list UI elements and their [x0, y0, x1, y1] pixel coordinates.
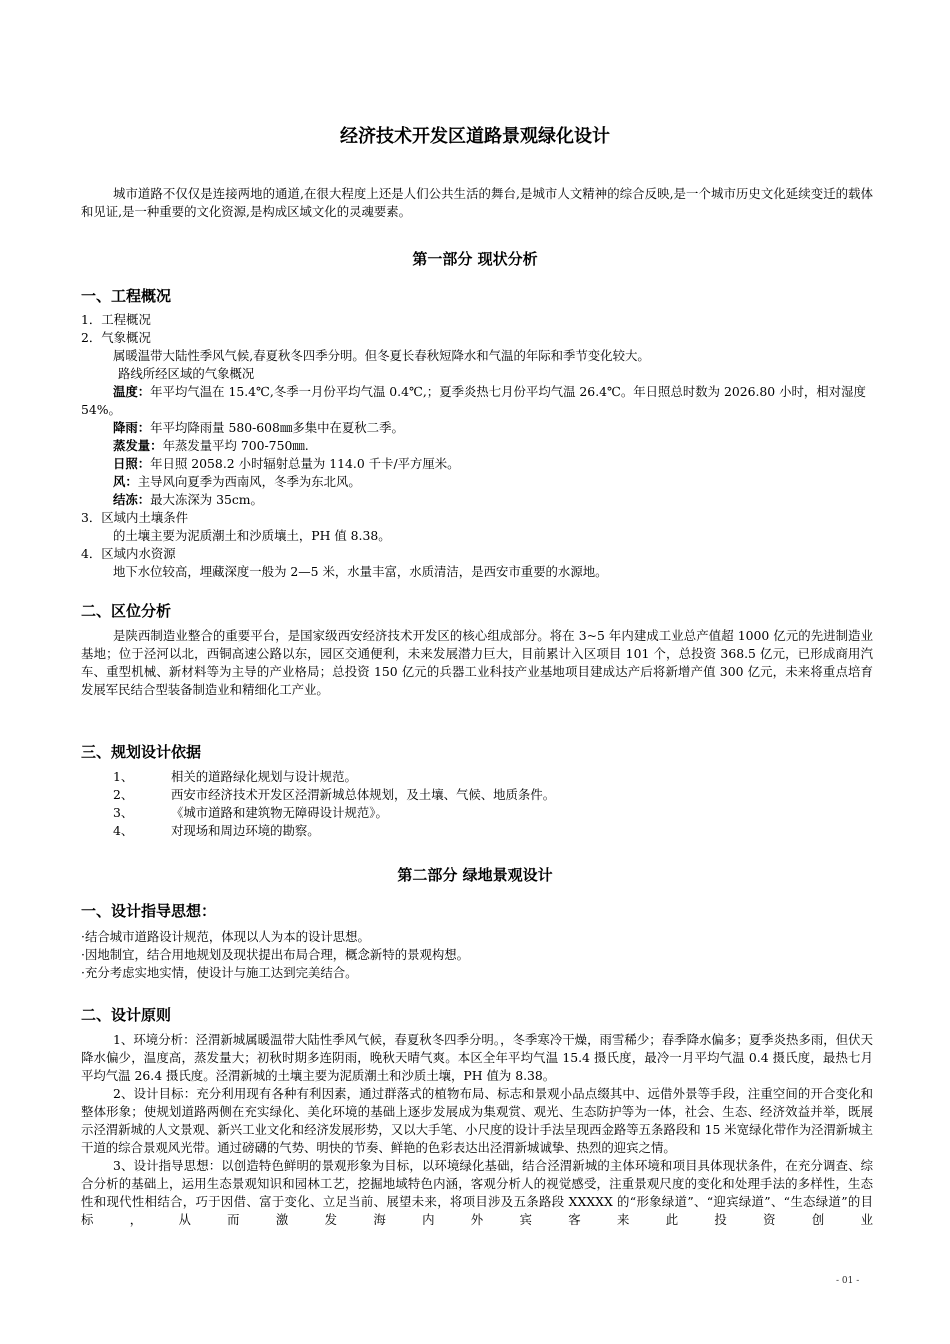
soil-text: 的土壤主要为泥质潮土和沙质壤土，PH 值 8.38。: [113, 528, 391, 543]
wind-text: 主导风向夏季为西南风，冬季为东北风。: [137, 474, 361, 489]
temperature-label: 温度：: [113, 384, 151, 399]
design-philosophy-item: ·充分考虑实地实情，使设计与施工达到完美结合。: [81, 965, 358, 980]
item-project-overview: 1．工程概况: [81, 312, 151, 327]
wind-line: [81, 473, 873, 491]
project-overview-block: [81, 311, 873, 581]
region-climate-title: 路线所经区域的气象概况: [118, 366, 255, 381]
item-water-resources: 4．区域内水资源: [81, 546, 176, 561]
temperature-line: [81, 383, 873, 419]
item-climate-overview: 2．气象概况: [81, 330, 151, 345]
frost-label: 结冻：: [113, 492, 151, 507]
design-goal-paragraph: 2、设计目标：充分利用现有各种有利因素，通过群落式的植物布局、标志和景观小品点缀其中、远借外景等手段，注重空间的开合变化和整体形象；使规划道路两侧在充实绿化、美化环境的基础上逐步发展成为集观赏、观光、生态防护等为一体，社会、生态、经济效益并举，既展示泾渭新城的人文景观、新兴工业文化和经济发展形势，又以大手笔、小尺度的设计手法呈现西金路等五条路段和 15 米宽绿化带作为泾渭新城主干道的综合景观风光带。通过磅礴的气势、明快的节奏、鲜艳的色彩表达出泾渭新城诚挚、热烈的迎宾之情。: [81, 1086, 873, 1155]
design-guiding-paragraph: 3、设计指导思想：以创造特色鲜明的景观形象为目标，以环境绿化基础，结合泾渭新城的主体环境和项目具体现状条件，在充分调查、综合分析的基础上，运用生态景观知识和园林工艺，挖掘地域特色内涵，客观分析人的视觉感受，注重景观尺度的变化和处理手法的多样性，生态性和现代性相结合，巧于因借、富于变化、立足当前、展望未来，将项目涉及五条路段 XXXXX 的“形象绿道”、“迎宾绿道”、“生态绿道”的目标，从而激发海内外宾客来此投资创业: [81, 1158, 873, 1227]
environment-analysis-paragraph: 1、环境分析：泾渭新城属暖温带大陆性季风气候，春夏秋冬四季分明。，冬季寒冷干燥，雨雪稀少；春季降水偏多；夏季炎热多雨，但伏天降水偏少，温度高，蒸发量大；初秋时期多连阴雨，晚秋天晴气爽。本区全年平均气温 15.4 摄氏度，最冷一月平均气温 0.4 摄氏度，最热七月平均气温 26.4 摄氏度。泾渭新城的土壤主要为泥质潮土和沙质土壤，PH 值为 8.38。: [81, 1032, 873, 1083]
page-number: - 01 -: [836, 1276, 860, 1286]
evaporation-text: 年蒸发量平均 700-750㎜.: [162, 438, 309, 453]
intro-paragraph: [81, 185, 873, 221]
design-philosophy-item: ·因地制宜，结合用地规划及现状提出布局合理，概念新特的景观构想。: [81, 947, 470, 962]
intro-text: 城市道路不仅仅是连接两地的通道,在很大程度上还是人们公共生活的舞台,是城市人文精神的综合反映,是一个城市历史文化延续变迁的载体和见证,是一种重要的文化资源,是构成区域文化的灵魂要素。: [81, 186, 873, 219]
sunshine-label: 日照：: [113, 456, 151, 471]
water-text: 地下水位较高，埋藏深度一般为 2—5 米，水量丰富，水质清洁，是西安市重要的水源地。: [113, 564, 608, 579]
frost-line: [81, 491, 873, 509]
planning-basis-list: [81, 768, 873, 840]
section-design-philosophy-heading: 一、设计指导思想：: [81, 902, 217, 920]
item-soil-conditions: 3．区域内土壤条件: [81, 510, 189, 525]
wind-label: 风：: [113, 474, 138, 489]
section-location-heading: 二、区位分析: [81, 602, 172, 620]
sunshine-line: [81, 455, 873, 473]
sunshine-text: 年日照 2058.2 小时辐射总量为 114.0 千卡/平方厘米。: [150, 456, 460, 471]
climate-text: 属暖温带大陆性季风气候,春夏秋冬四季分明。但冬夏长春秋短降水和气温的年际和季节变化较大。: [113, 348, 650, 363]
evaporation-label: 蒸发量：: [113, 438, 163, 453]
design-philosophy-list: [81, 928, 873, 982]
rainfall-text: 年平均降雨量 580-608㎜多集中在夏秋二季。: [150, 420, 404, 435]
part1-heading: 第一部分 现状分析: [412, 250, 538, 268]
planning-basis-item: 2、 西安市经济技术开发区泾渭新城总体规划，及土壤、气候、地质条件。: [113, 787, 556, 802]
rainfall-label: 降雨：: [113, 420, 151, 435]
section-design-principles-heading: 二、设计原则: [81, 1006, 172, 1024]
frost-text: 最大冻深为 35cm。: [150, 492, 263, 507]
section-project-overview-heading: 一、工程概况: [81, 287, 172, 305]
location-text: 是陕西制造业整合的重要平台，是国家级西安经济技术开发区的核心组成部分。将在 3~5 年内建成工业总产值超 1000 亿元的先进制造业基地；位于泾河以北，西铜高速公路以东，园区交通便利，未来发展潜力巨大，目前累计入区项目 101 个，总投资 368.5 亿元，已形成商用汽车、重型机械、新材料等为主导的产业格局；总投资 150 亿元的兵器工业科技产业基地项目建成达产后将新增产值 300 亿元，未来将重点培育发展军民结合型装备制造业和精细化工产业。: [81, 628, 873, 697]
rainfall-line: [81, 419, 873, 437]
section-planning-basis-heading: 三、规划设计依据: [81, 743, 202, 761]
planning-basis-item: 4、 对现场和周边环境的勘察。: [113, 823, 320, 838]
design-philosophy-item: ·结合城市道路设计规范，体现以人为本的设计思想。: [81, 929, 370, 944]
planning-basis-item: 3、 《城市道路和建筑物无障碍设计规范》。: [113, 805, 388, 820]
location-block: [81, 627, 873, 699]
design-principles-block: [81, 1031, 873, 1229]
planning-basis-item: 1、 相关的道路绿化规划与设计规范。: [113, 769, 357, 784]
temperature-text: 年平均气温在 15.4℃,冬季一月份平均气温 0.4℃,；夏季炎热七月份平均气温 26.4℃。年日照总时数为 2026.80 小时，相对湿度 54%。: [81, 384, 866, 417]
part2-heading: 第二部分 绿地景观设计: [397, 866, 553, 884]
document-title: 经济技术开发区道路景观绿化设计: [340, 126, 610, 147]
evaporation-line: [81, 437, 873, 455]
